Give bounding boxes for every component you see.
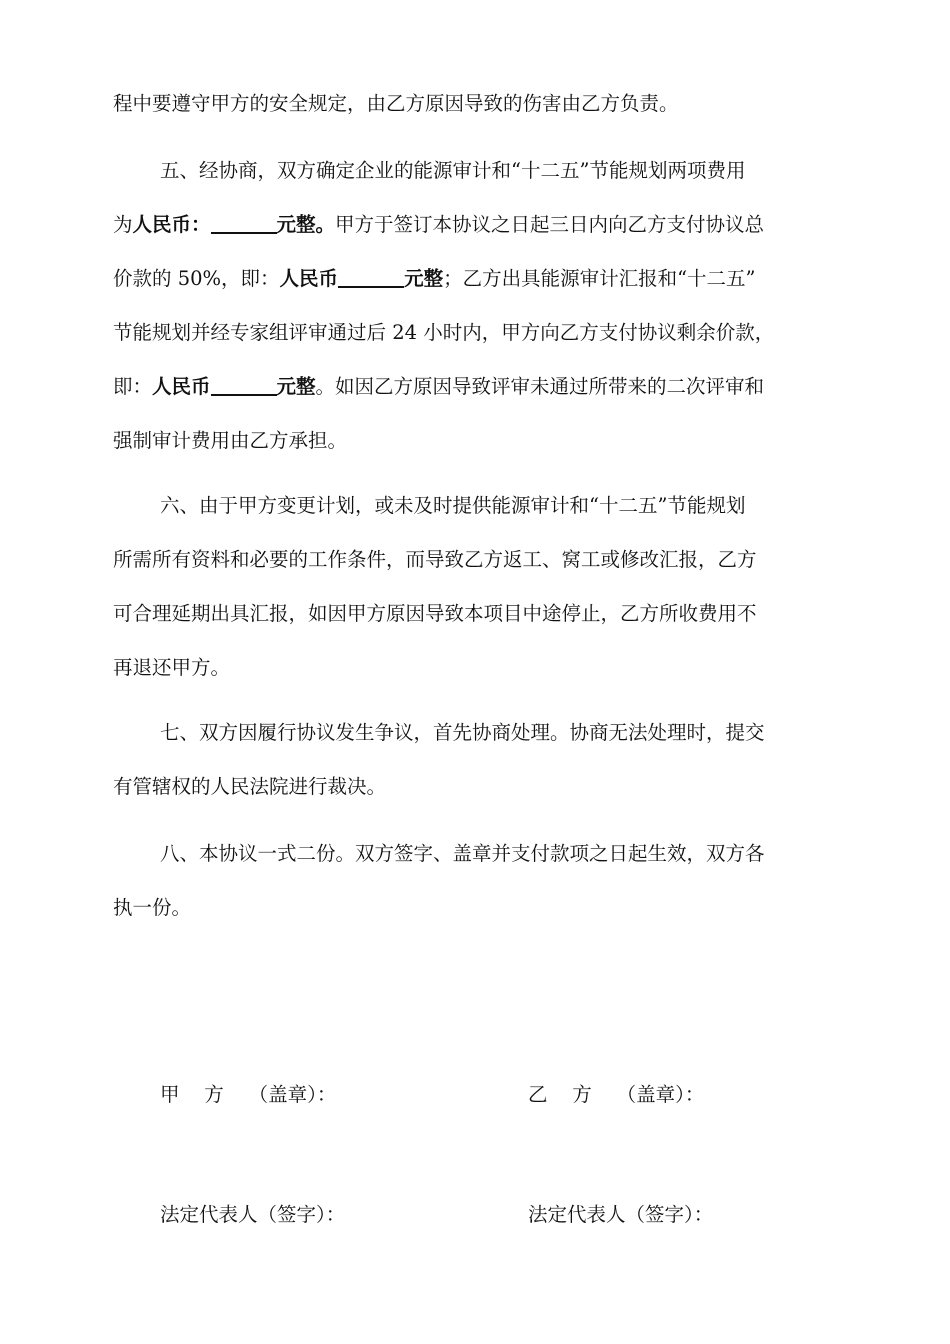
clause-6-line-4: 再退还甲方。 — [113, 656, 231, 679]
amount-blank-total — [211, 212, 277, 234]
amount-blank-remaining — [211, 374, 277, 396]
amount-blank-first — [338, 266, 404, 288]
party-a-representative-label: 法定代表人（签字）： — [160, 1203, 346, 1226]
clause-5-line-2 — [113, 210, 764, 240]
party-b-seal-label: 乙 方 （盖章）： — [528, 1083, 705, 1106]
clause-7-line-2: 有管辖权的人民法院进行裁决。 — [113, 775, 387, 798]
party-b-representative-label: 法定代表人（签字）： — [528, 1203, 714, 1226]
currency-label: 人民币 — [152, 375, 211, 398]
clause-7-line-1: 七、双方因履行协议发生争议，首先协商处理。协商无法处理时，提交 — [160, 721, 765, 744]
clause-5-line-6: 强制审计费用由乙方承担。 — [113, 429, 348, 452]
clause-8-line-1: 八、本协议一式二份。双方签字、盖章并支付款项之日起生效，双方各 — [160, 842, 765, 865]
clause-5-line-3 — [113, 264, 756, 294]
text: 甲方于签订本协议之日起三日内向乙方支付协议总 — [335, 213, 765, 236]
currency-label: 人民币： — [132, 213, 211, 236]
currency-unit: 元整 — [276, 375, 316, 398]
text: ；乙方出具能源审计汇报和“十二五” — [443, 267, 756, 290]
clause-6-line-3: 可合理延期出具汇报，如因甲方原因导致本项目中途停止，乙方所收费用不 — [113, 602, 757, 625]
clause-5-line-4: 节能规划并经专家组评审通过后 24 小时内，甲方向乙方支付协议剩余价款， — [113, 321, 775, 344]
text: 为 — [113, 213, 133, 236]
paragraph-4-tail: 程中要遵守甲方的安全规定，由乙方原因导致的伤害由乙方负责。 — [113, 92, 679, 115]
currency-label: 人民币 — [279, 267, 339, 290]
text: 即： — [113, 375, 153, 398]
text: 。如因乙方原因导致评审未通过所带来的二次评审和 — [315, 375, 765, 398]
clause-6-line-1: 六、由于甲方变更计划，或未及时提供能源审计和“十二五”节能规划 — [160, 494, 746, 517]
currency-unit: 元整。 — [276, 213, 336, 236]
clause-5-line-5 — [113, 372, 764, 402]
clause-8-line-2: 执一份。 — [113, 896, 192, 919]
clause-6-line-2: 所需所有资料和必要的工作条件，而导致乙方返工、窝工或修改汇报，乙方 — [113, 548, 757, 571]
clause-5-line-1: 五、经协商，双方确定企业的能源审计和“十二五”节能规划两项费用 — [160, 159, 746, 182]
text: 价款的 50%，即： — [113, 267, 280, 290]
currency-unit: 元整 — [404, 267, 444, 290]
party-a-seal-label: 甲 方 （盖章）： — [160, 1083, 337, 1106]
